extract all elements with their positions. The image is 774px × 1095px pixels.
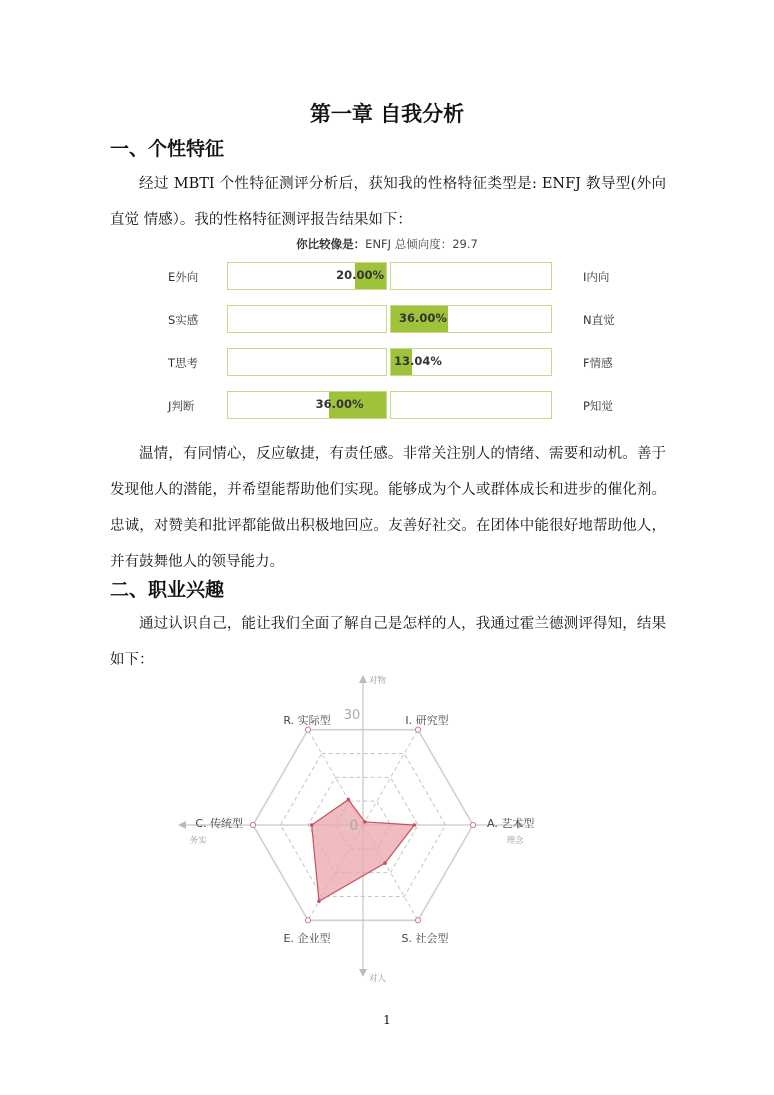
mbti-left-bar <box>227 348 387 376</box>
axis-label-bottom: 对人 <box>369 974 387 984</box>
axis-arrow-left-icon <box>178 821 186 829</box>
radar-category-label: R. 实际型 <box>283 714 331 727</box>
radar-data-point <box>363 820 367 824</box>
mbti-left-label: T思考 <box>168 356 199 370</box>
personality-description-paragraph: 温情，有同情心，反应敏捷，有责任感。非常关注别人的情绪、需要和动机。善于发现他人的潜能，并希望能帮助他们实现。能够成为个人或群体成长和进步的催化剂。忠诚，对赞美和批评都能做出积极地回应。友善好社交。在团体中能很好地帮助他人，并有鼓舞他人的领导能力。 <box>110 446 666 570</box>
radar-data-point <box>310 823 314 827</box>
mbti-right-label: P知觉 <box>583 399 613 413</box>
radar-category-label: A. 艺术型 <box>487 817 535 830</box>
mbti-summary-prefix: 你比较像是： <box>296 237 366 251</box>
mbti-row <box>0 262 774 292</box>
radar-category-label: S. 社会型 <box>401 932 449 945</box>
radar-tick-label-min: 0 <box>349 818 359 834</box>
axis-arrow-down-icon <box>359 969 367 977</box>
mbti-summary-value: ENFJ 总倾向度：29.7 <box>365 237 478 251</box>
mbti-summary-title <box>0 236 774 252</box>
mbti-percentage: 20.00% <box>336 268 384 282</box>
mbti-right-label: N直觉 <box>583 313 615 327</box>
mbti-right-bar <box>390 348 552 376</box>
axis-label-top: 对物 <box>369 676 387 686</box>
radar-data-point <box>347 798 351 802</box>
mbti-row <box>0 305 774 335</box>
mbti-intro-paragraph: 经过 MBTI 个性特征测评分析后，获知我的性格特征类型是: ENFJ 教导型(外向直觉 情感）。我的性格特征测评报告结果如下： <box>110 176 666 228</box>
holland-radar-chart <box>170 668 550 998</box>
mbti-percentage: 36.00% <box>315 397 364 411</box>
mbti-right-bar <box>390 391 552 419</box>
section-heading-personality: 一、个性特征 <box>110 138 225 160</box>
axis-label-right: 理念 <box>506 836 524 846</box>
mbti-right-bar <box>390 262 552 290</box>
radar-vertex-marker <box>415 727 420 732</box>
mbti-percentage: 13.04% <box>394 354 442 368</box>
mbti-left-bar <box>227 305 387 333</box>
radar-vertex-marker <box>305 918 310 923</box>
mbti-right-label: F情感 <box>583 356 613 370</box>
page-number: 1 <box>383 1013 391 1027</box>
radar-data-point <box>317 899 321 903</box>
chapter-title: 第一章 自我分析 <box>309 102 465 126</box>
radar-vertex-marker <box>415 918 420 923</box>
axis-label-left: 务实 <box>189 836 207 846</box>
mbti-row <box>0 391 774 421</box>
radar-data-point <box>383 861 387 865</box>
axis-arrow-up-icon <box>359 675 367 683</box>
mbti-right-bar <box>390 305 552 333</box>
radar-category-label: C. 传统型 <box>195 817 243 830</box>
section-heading-career-interest: 二、职业兴趣 <box>110 579 225 601</box>
holland-intro-paragraph: 通过认识自己，能让我们全面了解自己是怎样的人，我通过霍兰德测评得知，结果如下： <box>110 616 666 668</box>
radar-category-label: I. 研究型 <box>405 714 449 727</box>
mbti-left-bar <box>227 391 387 419</box>
mbti-row <box>0 348 774 378</box>
radar-tick-label-max: 30 <box>343 708 361 723</box>
mbti-right-label: I内向 <box>583 270 610 284</box>
mbti-left-label: S实感 <box>168 313 199 327</box>
radar-category-label: E. 企业型 <box>283 932 331 945</box>
radar-vertex-marker <box>250 822 255 827</box>
mbti-left-bar <box>227 262 387 290</box>
mbti-left-label: E外向 <box>168 270 199 284</box>
mbti-left-label: J判断 <box>168 399 195 413</box>
mbti-percentage: 36.00% <box>399 311 447 325</box>
radar-vertex-marker <box>305 727 310 732</box>
radar-vertex-marker <box>470 822 475 827</box>
radar-data-point <box>413 823 417 827</box>
